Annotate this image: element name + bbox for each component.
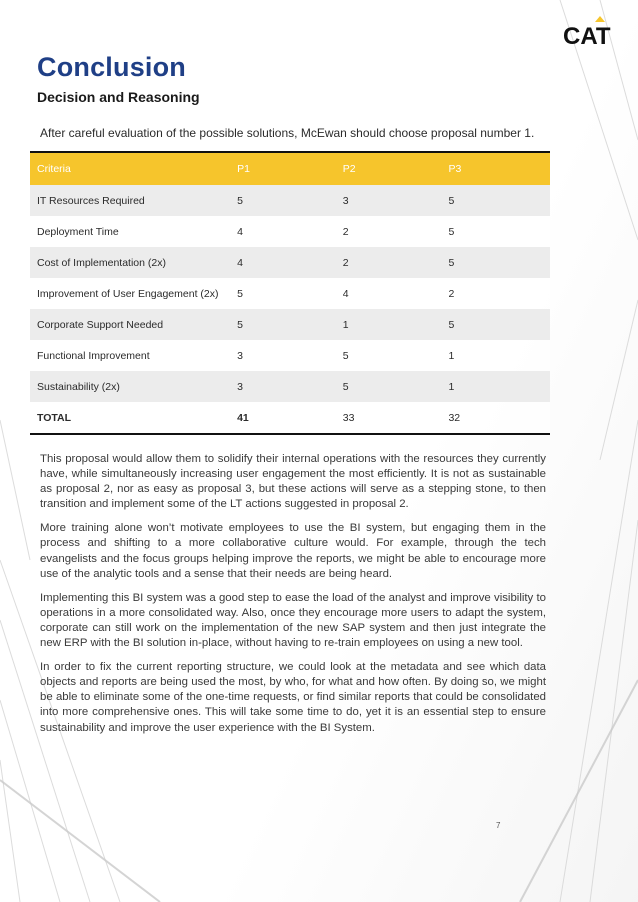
cell-criteria: Deployment Time (37, 225, 119, 238)
cell-p3: 5 (448, 194, 455, 207)
paragraph: This proposal would allow them to solidify their internal operations with the resources they currently have, while simultaneously increasing user engagement the most efficiently. It is not as sustainable as proposal 2, nor as easy as proposal 3, but these actions will serve as a stepping stone, to then transition and implement some of the LT actions suggested in proposal 2. (40, 453, 546, 511)
table-row (30, 216, 550, 247)
table-header-row (30, 152, 550, 185)
cell-p3: 5 (448, 318, 455, 331)
cell-p1: 4 (237, 256, 243, 269)
cell-p2: 4 (342, 287, 349, 300)
cell-criteria: Cost of Implementation (2x) (37, 256, 166, 269)
total-label: TOTAL (37, 411, 72, 424)
cell-p1: 3 (237, 380, 243, 393)
cell-criteria: Corporate Support Needed (37, 318, 164, 331)
table-row (30, 371, 550, 402)
column-header-p3: P3 (448, 163, 462, 175)
cell-p3: 5 (448, 256, 455, 269)
cell-p1: 5 (237, 318, 243, 331)
logo-text: CAT (563, 23, 611, 48)
table-row (30, 340, 550, 371)
cell-p1: 5 (237, 194, 243, 207)
cell-p2: 1 (342, 318, 349, 331)
cell-criteria: IT Resources Required (37, 194, 145, 207)
cell-criteria: Improvement of User Engagement (2x) (37, 287, 219, 300)
cell-p1: 5 (237, 287, 243, 300)
paragraph: More training alone won’t motivate employees to use the BI system, but engaging them in the process and shifting to a more collaborative culture would. For example, through the tech evangelists and the focus groups helping improve the reports, we might be able to encourage more use of the analytic tools and a sense that their needs are being heard. (40, 522, 546, 580)
conclusion-body (40, 452, 546, 745)
table-row (30, 309, 550, 340)
cell-criteria: Functional Improvement (37, 349, 150, 362)
cell-p3: 2 (448, 287, 455, 300)
cell-p2: 5 (342, 349, 349, 362)
column-header-p2: P2 (342, 163, 356, 175)
cell-p2: 5 (342, 380, 349, 393)
cell-p2: 2 (342, 225, 349, 238)
total-p3: 32 (448, 411, 461, 424)
cell-p1: 4 (237, 225, 243, 238)
table-row (30, 247, 550, 278)
cell-p3: 1 (448, 380, 455, 393)
column-header-p1: P1 (237, 163, 250, 175)
total-p1: 41 (237, 411, 249, 424)
page-subtitle: Decision and Reasoning (37, 89, 200, 105)
cell-p2: 2 (342, 256, 349, 269)
page-number: 7 (496, 821, 501, 830)
intro-text: After careful evaluation of the possible solutions, McEwan should choose proposal number 1. (40, 126, 535, 140)
page-title: Conclusion (37, 52, 186, 82)
table-row (30, 185, 550, 216)
paragraph: In order to fix the current reporting structure, we could look at the metadata and see which data objects and reports are being used the most, by who, for what and how often. By doing so, we might be able to eliminate some of the one-time requests, or find similar reports that could be consolidated into more comprehensive ones. This will take some time to do, yet it is an essential step to ensure sustainability and improve the user experience with the BI System. (40, 661, 546, 734)
table-total-row (30, 402, 550, 434)
table-row (30, 278, 550, 309)
cell-p2: 3 (342, 194, 349, 207)
cell-p1: 3 (237, 349, 243, 362)
cat-logo (563, 16, 613, 48)
total-p2: 33 (342, 411, 355, 424)
cell-p3: 1 (448, 349, 455, 362)
cell-p3: 5 (448, 225, 455, 238)
criteria-table (30, 151, 550, 435)
cell-criteria: Sustainability (2x) (37, 380, 120, 393)
column-header-criteria: Criteria (37, 163, 71, 175)
paragraph: Implementing this BI system was a good step to ease the load of the analyst and improve visibility to operations in a more consolidated way. Also, once they encourage more users to adapt the system, corporate can still work on the implementation of the new SAP system and then just integrate the new ERP with the BI solution in-place, without having to re-train employees on using a new tool. (40, 591, 546, 650)
